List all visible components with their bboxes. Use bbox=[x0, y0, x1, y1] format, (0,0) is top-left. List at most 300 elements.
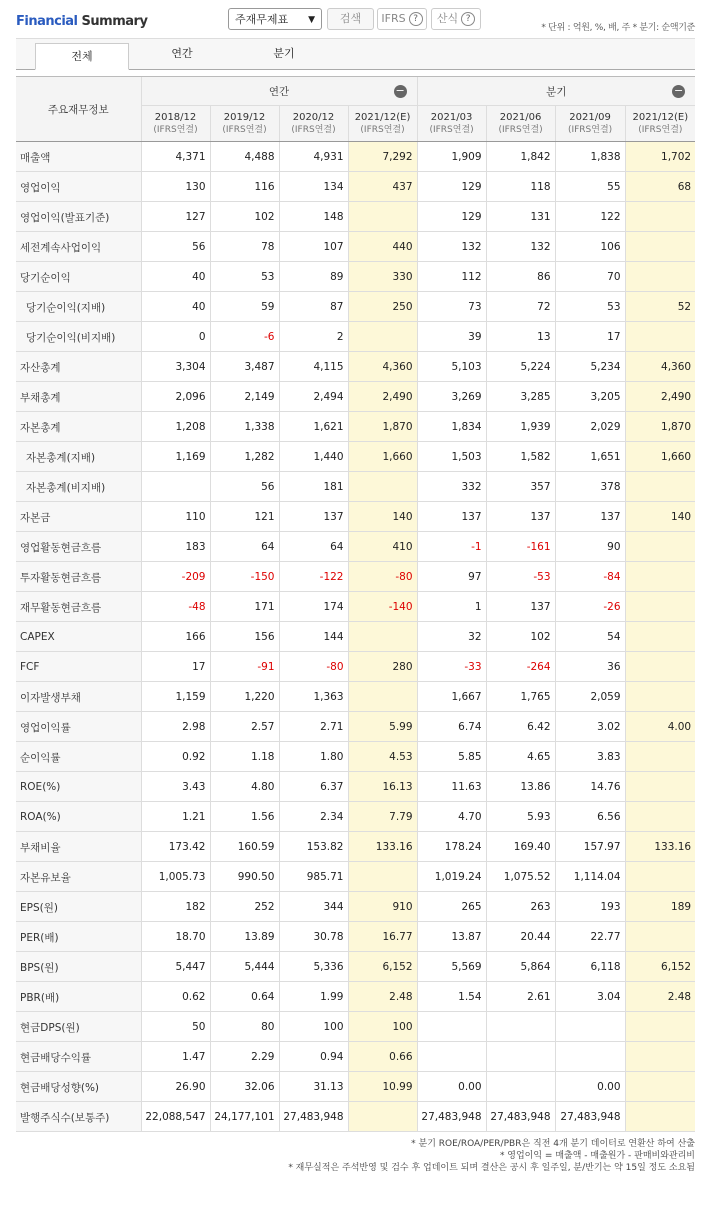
value-cell: 437 bbox=[348, 172, 417, 202]
value-cell: 14.76 bbox=[555, 772, 625, 802]
value-cell: 1,282 bbox=[210, 442, 279, 472]
statement-select-value: 주재무제표 bbox=[235, 13, 289, 26]
row-label: 자본총계(지배) bbox=[16, 442, 141, 472]
value-cell bbox=[486, 1072, 555, 1102]
value-cell: 70 bbox=[555, 262, 625, 292]
value-cell: 39 bbox=[417, 322, 486, 352]
value-cell: -150 bbox=[210, 562, 279, 592]
search-button-label: 검색 bbox=[339, 12, 362, 25]
value-cell: -122 bbox=[279, 562, 348, 592]
row-label: 이자발생부채 bbox=[16, 682, 141, 712]
value-cell: 68 bbox=[625, 172, 695, 202]
value-cell: 52 bbox=[625, 292, 695, 322]
value-cell: 1,842 bbox=[486, 142, 555, 172]
search-button[interactable] bbox=[327, 8, 374, 30]
value-cell: 40 bbox=[141, 262, 210, 292]
value-cell: 6.37 bbox=[279, 772, 348, 802]
value-cell: 2.98 bbox=[141, 712, 210, 742]
value-cell: -80 bbox=[279, 652, 348, 682]
value-cell: -6 bbox=[210, 322, 279, 352]
value-cell: 137 bbox=[486, 592, 555, 622]
table-row bbox=[16, 922, 695, 952]
table-row bbox=[16, 832, 695, 862]
value-cell: -161 bbox=[486, 532, 555, 562]
value-cell: 89 bbox=[279, 262, 348, 292]
tab-all[interactable]: 전체 bbox=[35, 43, 129, 70]
period-label: 2021/06 bbox=[499, 111, 542, 123]
value-cell bbox=[625, 532, 695, 562]
value-cell: 5.93 bbox=[486, 802, 555, 832]
value-cell: 20.44 bbox=[486, 922, 555, 952]
table-row bbox=[16, 652, 695, 682]
table-row bbox=[16, 502, 695, 532]
value-cell: 13 bbox=[486, 322, 555, 352]
value-cell: 133.16 bbox=[625, 832, 695, 862]
value-cell bbox=[625, 1042, 695, 1072]
footnote-2: * 영업이익 = 매출액 - 매출원가 - 판매비와관리비 bbox=[499, 1151, 695, 1161]
row-label: 영업이익률 bbox=[16, 712, 141, 742]
table-row bbox=[16, 352, 695, 382]
value-cell: 171 bbox=[210, 592, 279, 622]
value-cell: -26 bbox=[555, 592, 625, 622]
table-row bbox=[16, 202, 695, 232]
row-label: 순이익률 bbox=[16, 742, 141, 772]
period-header bbox=[348, 106, 417, 142]
value-cell bbox=[625, 682, 695, 712]
row-label: 자본총계(비지배) bbox=[16, 472, 141, 502]
table-row bbox=[16, 412, 695, 442]
period-basis: (IFRS연결) bbox=[498, 124, 543, 135]
period-header bbox=[555, 106, 625, 142]
table-row bbox=[16, 712, 695, 742]
ifrs-label: IFRS bbox=[381, 12, 406, 25]
value-cell: 3,285 bbox=[486, 382, 555, 412]
table-row bbox=[16, 1042, 695, 1072]
value-cell: 169.40 bbox=[486, 832, 555, 862]
value-cell: 4.00 bbox=[625, 712, 695, 742]
value-cell bbox=[555, 1042, 625, 1072]
value-cell: 3,205 bbox=[555, 382, 625, 412]
value-cell: 22.77 bbox=[555, 922, 625, 952]
title-summary: Summary bbox=[81, 14, 148, 29]
value-cell: 1,667 bbox=[417, 682, 486, 712]
value-cell bbox=[625, 1012, 695, 1042]
value-cell: -264 bbox=[486, 652, 555, 682]
value-cell: 40 bbox=[141, 292, 210, 322]
row-label: 투자활동현금흐름 bbox=[16, 562, 141, 592]
value-cell: 133.16 bbox=[348, 832, 417, 862]
row-label: 재무활동현금흐름 bbox=[16, 592, 141, 622]
value-cell: 4.80 bbox=[210, 772, 279, 802]
period-basis: (IFRS연결) bbox=[638, 124, 683, 135]
value-cell: 5,447 bbox=[141, 952, 210, 982]
value-cell: 4,371 bbox=[141, 142, 210, 172]
table-row bbox=[16, 442, 695, 472]
value-cell: 1,660 bbox=[625, 442, 695, 472]
value-cell: 36 bbox=[555, 652, 625, 682]
value-cell: 3.43 bbox=[141, 772, 210, 802]
row-label: EPS(원) bbox=[16, 892, 141, 922]
value-cell: 55 bbox=[555, 172, 625, 202]
value-cell bbox=[348, 202, 417, 232]
value-cell: 3,487 bbox=[210, 352, 279, 382]
row-label: 당기순이익(지배) bbox=[16, 292, 141, 322]
value-cell: -209 bbox=[141, 562, 210, 592]
period-label: 2019/12 bbox=[223, 111, 266, 123]
row-label: 영업이익 bbox=[16, 172, 141, 202]
tab-quarter[interactable]: 분기 bbox=[273, 47, 295, 60]
table-row bbox=[16, 892, 695, 922]
table-row bbox=[16, 262, 695, 292]
value-cell: 1,503 bbox=[417, 442, 486, 472]
table-row bbox=[16, 772, 695, 802]
value-cell: 174 bbox=[279, 592, 348, 622]
value-cell: 17 bbox=[555, 322, 625, 352]
row-label: 영업활동현금흐름 bbox=[16, 532, 141, 562]
value-cell: 4.65 bbox=[486, 742, 555, 772]
value-cell: 50 bbox=[141, 1012, 210, 1042]
value-cell bbox=[486, 1012, 555, 1042]
value-cell: -91 bbox=[210, 652, 279, 682]
value-cell: 31.13 bbox=[279, 1072, 348, 1102]
table-row bbox=[16, 1012, 695, 1042]
value-cell: 440 bbox=[348, 232, 417, 262]
value-cell: 181 bbox=[279, 472, 348, 502]
value-cell: 6,152 bbox=[348, 952, 417, 982]
period-basis: (IFRS연결) bbox=[153, 124, 198, 135]
value-cell bbox=[625, 322, 695, 352]
table-row bbox=[16, 472, 695, 502]
footnote-1: * 분기 ROE/ROA/PER/PBR은 직전 4개 분기 데이터로 연환산 하여 산출 bbox=[411, 1139, 695, 1149]
value-cell bbox=[141, 472, 210, 502]
value-cell: 0.00 bbox=[555, 1072, 625, 1102]
value-cell: 132 bbox=[486, 232, 555, 262]
quarter-group-label: 분기 bbox=[546, 85, 567, 98]
value-cell: 160.59 bbox=[210, 832, 279, 862]
value-cell: 78 bbox=[210, 232, 279, 262]
value-cell: -84 bbox=[555, 562, 625, 592]
ifrs-help-button[interactable] bbox=[377, 8, 427, 30]
table-row bbox=[16, 592, 695, 622]
collapse-annual-icon[interactable]: − bbox=[395, 84, 405, 97]
value-cell: 1,114.04 bbox=[555, 862, 625, 892]
top-bar bbox=[0, 0, 705, 38]
formula-label: 산식 bbox=[436, 12, 459, 25]
value-cell: 2.48 bbox=[348, 982, 417, 1012]
value-cell: 13.86 bbox=[486, 772, 555, 802]
value-cell: 6,152 bbox=[625, 952, 695, 982]
value-cell: 4.70 bbox=[417, 802, 486, 832]
value-cell: 1,440 bbox=[279, 442, 348, 472]
chevron-down-icon: ▼ bbox=[308, 15, 315, 25]
value-cell bbox=[625, 1072, 695, 1102]
value-cell: 3,304 bbox=[141, 352, 210, 382]
value-cell bbox=[625, 802, 695, 832]
value-cell: 0.64 bbox=[210, 982, 279, 1012]
period-header bbox=[141, 106, 210, 142]
value-cell: 6.42 bbox=[486, 712, 555, 742]
value-cell: 252 bbox=[210, 892, 279, 922]
value-cell: 6.74 bbox=[417, 712, 486, 742]
value-cell: 72 bbox=[486, 292, 555, 322]
value-cell bbox=[625, 862, 695, 892]
value-cell: 1,939 bbox=[486, 412, 555, 442]
value-cell: 134 bbox=[279, 172, 348, 202]
row-label: 자본총계 bbox=[16, 412, 141, 442]
value-cell: 59 bbox=[210, 292, 279, 322]
value-cell: 121 bbox=[210, 502, 279, 532]
table-row bbox=[16, 232, 695, 262]
value-cell: 2.34 bbox=[279, 802, 348, 832]
value-cell: 1,019.24 bbox=[417, 862, 486, 892]
period-basis: (IFRS연결) bbox=[567, 124, 613, 135]
value-cell: 1,363 bbox=[279, 682, 348, 712]
value-cell bbox=[625, 232, 695, 262]
table-row bbox=[16, 382, 695, 412]
table-row bbox=[16, 982, 695, 1012]
value-cell: 6,118 bbox=[555, 952, 625, 982]
row-label: 자산총계 bbox=[16, 352, 141, 382]
value-cell: 1,834 bbox=[417, 412, 486, 442]
value-cell: 2,096 bbox=[141, 382, 210, 412]
row-label: PBR(배) bbox=[16, 982, 141, 1012]
value-cell: 4,360 bbox=[348, 352, 417, 382]
row-label: 자본유보율 bbox=[16, 862, 141, 892]
period-basis: (IFRS연결) bbox=[291, 124, 336, 135]
value-cell: -33 bbox=[417, 652, 486, 682]
row-label: 현금배당성향(%) bbox=[16, 1072, 141, 1102]
period-header bbox=[210, 106, 279, 142]
value-cell bbox=[348, 472, 417, 502]
value-cell: 250 bbox=[348, 292, 417, 322]
value-cell bbox=[555, 1012, 625, 1042]
value-cell: 990.50 bbox=[210, 862, 279, 892]
period-basis: (IFRS연결) bbox=[360, 124, 405, 135]
value-cell: 24,177,101 bbox=[210, 1102, 279, 1132]
value-cell: 129 bbox=[417, 172, 486, 202]
value-cell: 378 bbox=[555, 472, 625, 502]
row-label: PER(배) bbox=[16, 922, 141, 952]
value-cell: -1 bbox=[417, 532, 486, 562]
quarter-group-header bbox=[417, 77, 695, 106]
value-cell: 1.99 bbox=[279, 982, 348, 1012]
row-label: 당기순이익(비지배) bbox=[16, 322, 141, 352]
value-cell: 22,088,547 bbox=[141, 1102, 210, 1132]
table-row bbox=[16, 682, 695, 712]
value-cell: 137 bbox=[417, 502, 486, 532]
value-cell: 4,360 bbox=[625, 352, 695, 382]
table-row bbox=[16, 952, 695, 982]
value-cell: -48 bbox=[141, 592, 210, 622]
value-cell bbox=[625, 622, 695, 652]
value-cell bbox=[625, 772, 695, 802]
value-cell bbox=[348, 862, 417, 892]
period-header bbox=[625, 106, 695, 142]
value-cell bbox=[348, 622, 417, 652]
value-cell: 2.48 bbox=[625, 982, 695, 1012]
row-label: ROE(%) bbox=[16, 772, 141, 802]
value-cell: 3.83 bbox=[555, 742, 625, 772]
value-cell: 1,220 bbox=[210, 682, 279, 712]
row-label: BPS(원) bbox=[16, 952, 141, 982]
table-row bbox=[16, 862, 695, 892]
tab-annual[interactable]: 연간 bbox=[171, 47, 193, 60]
value-cell: 2,490 bbox=[348, 382, 417, 412]
value-cell: 178.24 bbox=[417, 832, 486, 862]
value-cell: 173.42 bbox=[141, 832, 210, 862]
period-basis: (IFRS연결) bbox=[429, 124, 474, 135]
period-label: 2020/12 bbox=[292, 111, 335, 123]
row-label: 부채총계 bbox=[16, 382, 141, 412]
value-cell: 102 bbox=[486, 622, 555, 652]
value-cell bbox=[625, 592, 695, 622]
value-cell: 5,444 bbox=[210, 952, 279, 982]
value-cell bbox=[417, 1012, 486, 1042]
value-cell: 5,234 bbox=[555, 352, 625, 382]
value-cell: 27,483,948 bbox=[417, 1102, 486, 1132]
value-cell: 26.90 bbox=[141, 1072, 210, 1102]
value-cell: 140 bbox=[348, 502, 417, 532]
value-cell bbox=[625, 652, 695, 682]
value-cell: 1,651 bbox=[555, 442, 625, 472]
value-cell: 2.71 bbox=[279, 712, 348, 742]
value-cell bbox=[348, 682, 417, 712]
value-cell: 64 bbox=[279, 532, 348, 562]
value-cell: 32 bbox=[417, 622, 486, 652]
value-cell bbox=[625, 472, 695, 502]
value-cell: 13.87 bbox=[417, 922, 486, 952]
value-cell: 1,621 bbox=[279, 412, 348, 442]
value-cell: 148 bbox=[279, 202, 348, 232]
value-cell: 1,838 bbox=[555, 142, 625, 172]
value-cell: 1,702 bbox=[625, 142, 695, 172]
value-cell: 1,660 bbox=[348, 442, 417, 472]
value-cell: 1,208 bbox=[141, 412, 210, 442]
value-cell: 140 bbox=[625, 502, 695, 532]
value-cell bbox=[625, 262, 695, 292]
value-cell bbox=[348, 322, 417, 352]
statement-select[interactable] bbox=[228, 8, 322, 30]
value-cell: 1.47 bbox=[141, 1042, 210, 1072]
value-cell: 1,169 bbox=[141, 442, 210, 472]
value-cell: 166 bbox=[141, 622, 210, 652]
value-cell: 3,269 bbox=[417, 382, 486, 412]
value-cell: 131 bbox=[486, 202, 555, 232]
value-cell bbox=[625, 202, 695, 232]
value-cell: 2,494 bbox=[279, 382, 348, 412]
value-cell bbox=[625, 922, 695, 952]
value-cell: 10.99 bbox=[348, 1072, 417, 1102]
row-label: 현금배당수익률 bbox=[16, 1042, 141, 1072]
value-cell: 80 bbox=[210, 1012, 279, 1042]
value-cell: 4,488 bbox=[210, 142, 279, 172]
period-header bbox=[486, 106, 555, 142]
value-cell: 87 bbox=[279, 292, 348, 322]
value-cell: 344 bbox=[279, 892, 348, 922]
row-label: 세전계속사업이익 bbox=[16, 232, 141, 262]
row-label: 자본금 bbox=[16, 502, 141, 532]
value-cell: 73 bbox=[417, 292, 486, 322]
value-cell: 0.62 bbox=[141, 982, 210, 1012]
value-cell: -140 bbox=[348, 592, 417, 622]
table-row bbox=[16, 1102, 695, 1132]
collapse-quarter-icon[interactable]: − bbox=[673, 84, 684, 97]
value-cell: 0.92 bbox=[141, 742, 210, 772]
value-cell bbox=[348, 1102, 417, 1132]
value-cell: 6.56 bbox=[555, 802, 625, 832]
value-cell: 5.85 bbox=[417, 742, 486, 772]
period-label: 2018/12 bbox=[154, 111, 197, 123]
value-cell: 1.56 bbox=[210, 802, 279, 832]
value-cell: 2,149 bbox=[210, 382, 279, 412]
value-cell: 118 bbox=[486, 172, 555, 202]
value-cell: 56 bbox=[210, 472, 279, 502]
value-cell: -80 bbox=[348, 562, 417, 592]
value-cell: 193 bbox=[555, 892, 625, 922]
value-cell: 102 bbox=[210, 202, 279, 232]
period-label: 2021/09 bbox=[569, 111, 611, 123]
value-cell: 137 bbox=[486, 502, 555, 532]
value-cell: 1,870 bbox=[348, 412, 417, 442]
value-cell: 16.77 bbox=[348, 922, 417, 952]
table-row bbox=[16, 742, 695, 772]
value-cell: 182 bbox=[141, 892, 210, 922]
value-cell: 153.82 bbox=[279, 832, 348, 862]
value-cell: 27,483,948 bbox=[486, 1102, 555, 1132]
value-cell bbox=[625, 1102, 695, 1132]
row-label: 발행주식수(보통주) bbox=[16, 1102, 141, 1132]
value-cell: 910 bbox=[348, 892, 417, 922]
value-cell: 410 bbox=[348, 532, 417, 562]
value-cell: 1.80 bbox=[279, 742, 348, 772]
table-row bbox=[16, 562, 695, 592]
value-cell bbox=[486, 1042, 555, 1072]
period-label: 2021/12(E) bbox=[354, 111, 411, 123]
question-icon: ? bbox=[409, 12, 423, 26]
value-cell: 280 bbox=[348, 652, 417, 682]
row-label: FCF bbox=[16, 652, 141, 682]
value-cell: 189 bbox=[625, 892, 695, 922]
value-cell: 116 bbox=[210, 172, 279, 202]
period-label: 2021/12(E) bbox=[632, 111, 689, 123]
period-header bbox=[417, 106, 486, 142]
value-cell: 1.54 bbox=[417, 982, 486, 1012]
value-cell: 357 bbox=[486, 472, 555, 502]
value-cell: 16.13 bbox=[348, 772, 417, 802]
page-title bbox=[16, 14, 147, 29]
table-row bbox=[16, 532, 695, 562]
value-cell: 64 bbox=[210, 532, 279, 562]
value-cell: 27,483,948 bbox=[279, 1102, 348, 1132]
value-cell: 5,569 bbox=[417, 952, 486, 982]
footnotes bbox=[0, 1138, 695, 1174]
value-cell: 3.04 bbox=[555, 982, 625, 1012]
value-cell: 122 bbox=[555, 202, 625, 232]
value-cell: 985.71 bbox=[279, 862, 348, 892]
row-label: 부채비율 bbox=[16, 832, 141, 862]
table-row bbox=[16, 802, 695, 832]
value-cell: 127 bbox=[141, 202, 210, 232]
value-cell: 86 bbox=[486, 262, 555, 292]
value-cell: 112 bbox=[417, 262, 486, 292]
value-cell: 2.29 bbox=[210, 1042, 279, 1072]
table-row bbox=[16, 172, 695, 202]
formula-help-button[interactable] bbox=[431, 8, 481, 30]
value-cell: 5,864 bbox=[486, 952, 555, 982]
value-cell: 183 bbox=[141, 532, 210, 562]
value-cell bbox=[625, 562, 695, 592]
corner-header: 주요재무정보 bbox=[16, 77, 141, 142]
